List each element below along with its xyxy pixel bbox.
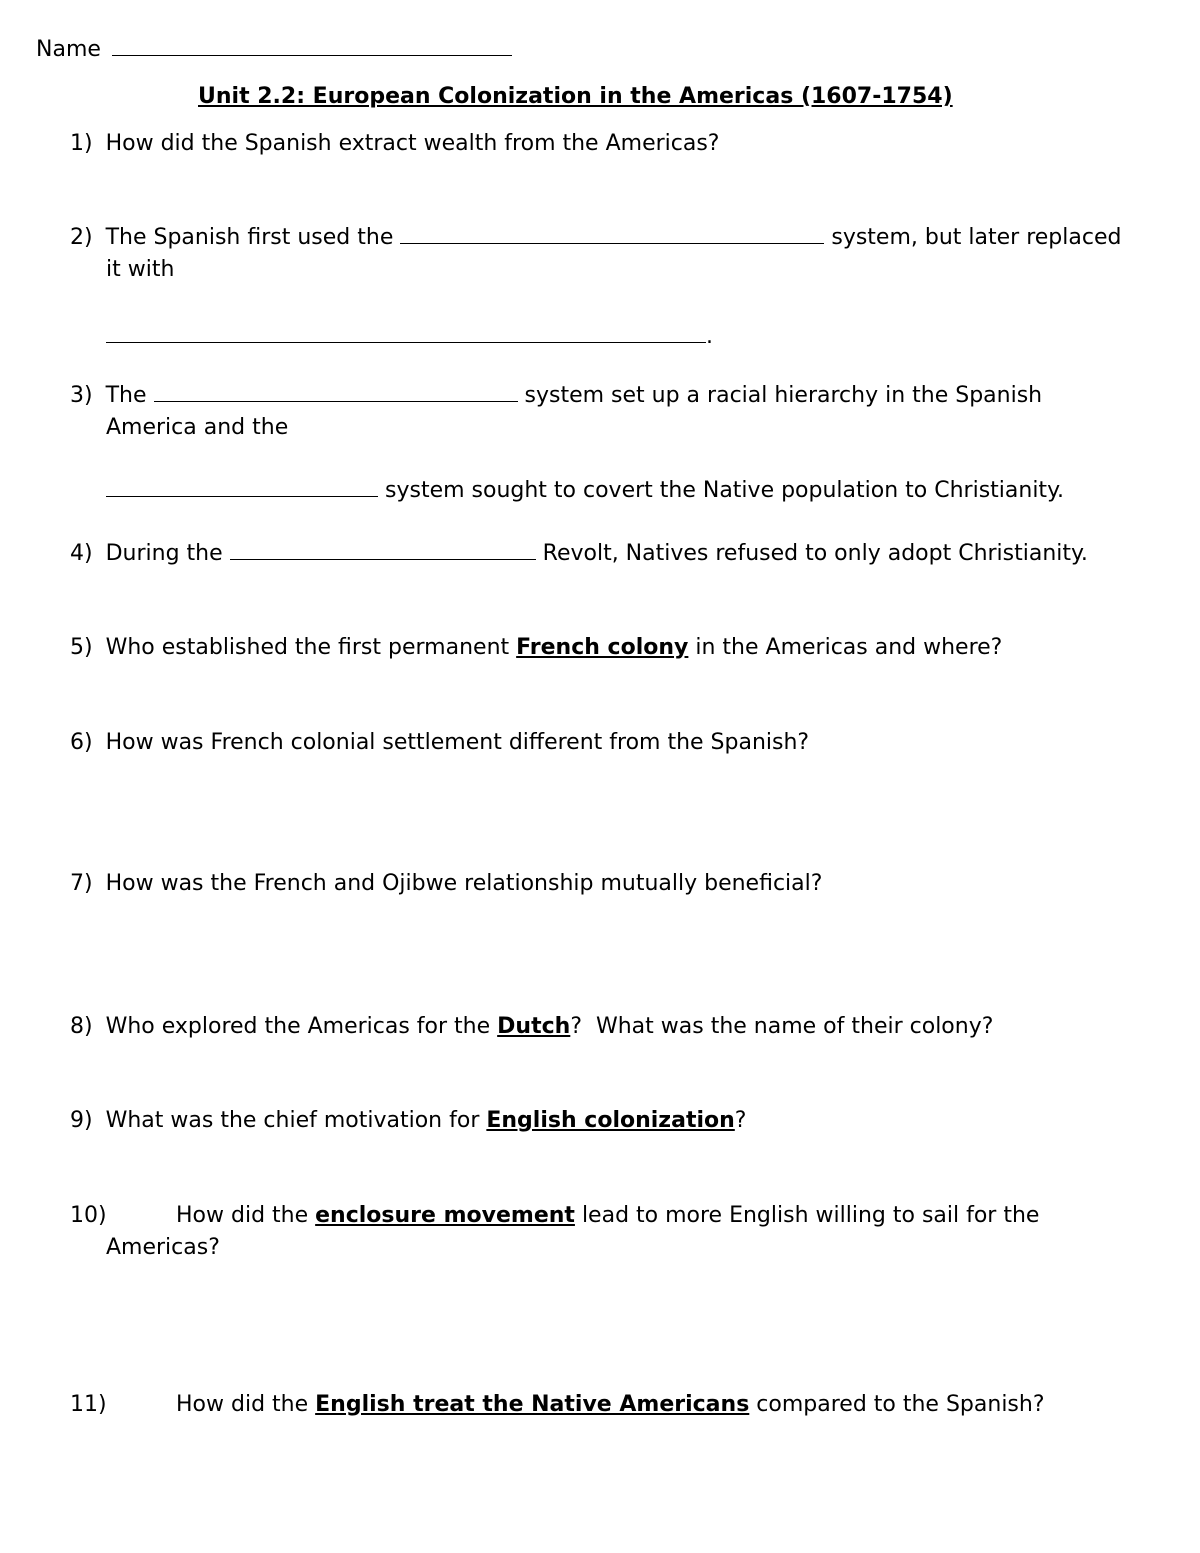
question-text: How was French colonial settlement different from the Spanish? (105, 730, 810, 755)
question-text: Revolt, Natives refused to only adopt Christianity. (542, 541, 1088, 566)
question-text: How did the (176, 1392, 309, 1417)
period-text: . (706, 324, 713, 349)
question-9 (70, 1108, 746, 1134)
question-number: 2) (70, 225, 93, 250)
question-text: Who explored the Americas for the (105, 1014, 491, 1039)
question-text: ? What was the name of their colony? (570, 1014, 994, 1039)
question-text: system sought to covert the Native population to Christianity. (385, 478, 1064, 503)
question-5 (70, 635, 1002, 661)
question-2-line-2: it with (106, 257, 175, 282)
question-text: system, but later replaced (831, 225, 1122, 250)
key-term: English treat the Native Americans (315, 1392, 750, 1417)
question-number: 7) (70, 871, 93, 896)
question-text: lead to more English willing to sail for the (581, 1203, 1040, 1228)
question-text: How was the French and Ojibwe relationship mutually beneficial? (105, 871, 823, 896)
worksheet-title: Unit 2.2: European Colonization in the Americas (1607-1754) (198, 84, 953, 109)
question-text: Who established the first permanent (105, 635, 510, 660)
answer-blank[interactable] (106, 324, 706, 343)
key-term: enclosure movement (315, 1203, 575, 1228)
question-text: ? (734, 1108, 747, 1133)
question-3 (70, 383, 1042, 409)
answer-blank[interactable] (106, 478, 378, 497)
question-3-line-2: America and the (106, 415, 289, 440)
answer-blank[interactable] (400, 225, 824, 244)
question-text: system set up a racial hierarchy in the Spanish (524, 383, 1043, 408)
question-number: 11) (70, 1392, 107, 1417)
question-4 (70, 541, 1088, 567)
key-term: English colonization (486, 1108, 735, 1133)
question-text: in the Americas and where? (695, 635, 1003, 660)
question-text: How did the Spanish extract wealth from the Americas? (105, 131, 720, 156)
question-text: The (105, 383, 147, 408)
key-term: French colony (516, 635, 689, 660)
question-7 (70, 871, 822, 897)
question-10-line-2: Americas? (106, 1235, 220, 1260)
key-term: Dutch (497, 1014, 571, 1039)
question-text: The Spanish first used the (105, 225, 394, 250)
question-6 (70, 730, 809, 756)
name-row (36, 37, 512, 63)
answer-blank[interactable] (154, 383, 518, 402)
name-blank[interactable] (112, 37, 512, 56)
question-11 (70, 1392, 1045, 1418)
question-number: 1) (70, 131, 93, 156)
question-text: compared to the Spanish? (756, 1392, 1045, 1417)
question-10 (70, 1203, 1039, 1229)
name-label: Name (36, 37, 101, 62)
question-number: 9) (70, 1108, 93, 1133)
answer-blank[interactable] (230, 541, 536, 560)
question-number: 8) (70, 1014, 93, 1039)
question-text: During the (105, 541, 223, 566)
question-1 (70, 131, 719, 157)
question-3-line-3 (106, 478, 1064, 504)
question-number: 10) (70, 1203, 107, 1228)
question-text: How did the (176, 1203, 309, 1228)
question-2-line-3 (106, 324, 713, 350)
question-8 (70, 1014, 993, 1040)
question-number: 6) (70, 730, 93, 755)
question-number: 5) (70, 635, 93, 660)
question-number: 4) (70, 541, 93, 566)
question-number: 3) (70, 383, 93, 408)
question-text: What was the chief motivation for (105, 1108, 480, 1133)
question-2 (70, 225, 1121, 251)
